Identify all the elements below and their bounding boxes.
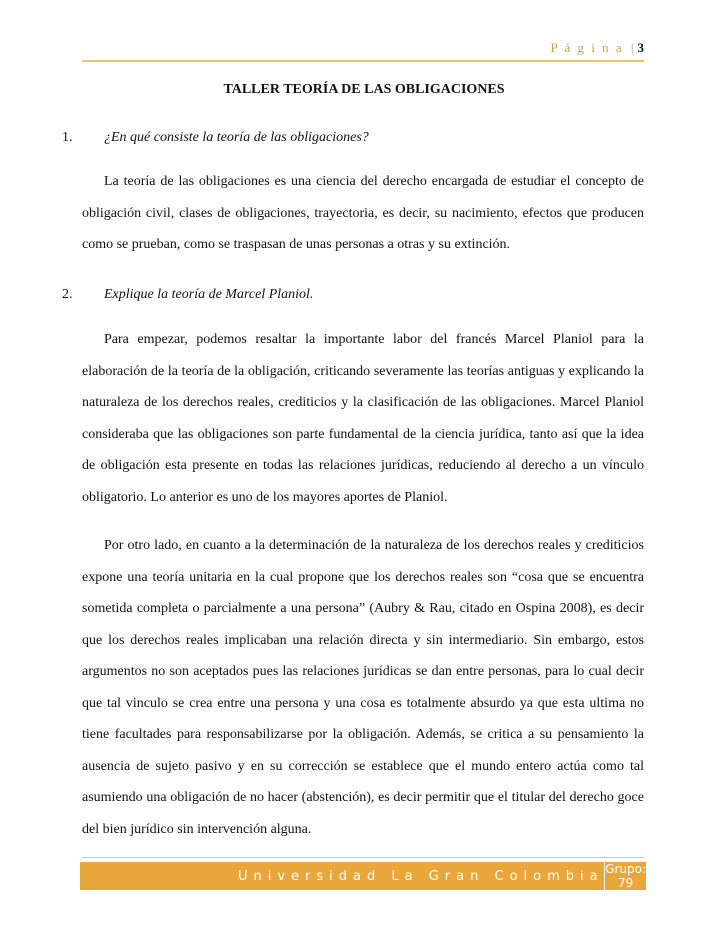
page-header xyxy=(550,40,644,56)
page-number: 3 xyxy=(637,40,644,55)
footer-group: Grupo: 79 xyxy=(605,862,646,890)
header-rule xyxy=(82,60,644,62)
footer-bar xyxy=(80,862,646,890)
answer-paragraph: Por otro lado, en cuanto a la determinación de la naturaleza de los derechos reales y crediticios expone una teoría unitaria en la cual propone que los derechos reales son “cosa que se encuentra sometida completa o parcialmente a una persona” (Aubry & Rau, citado en Ospina 2008), es decir que los derechos reales implicaban una relación directa y sin intermediario. Sin embargo, estos argumentos no son aceptados pues las relaciones jurídicas se dan entre personas, para lo cual decir que tal vinculo se crea entre una persona y una cosa es totalmente absurdo ya que esta ultima no tiene facultades para responsabilizarse por la obligación. Además, se critica a su pensamiento la ausencia de sujeto pasivo y en su corrección se establece que el mundo entero actúa como tal asumiendo una obligación de no hacer (abstención), es decir permitir que el titular del derecho goce del bien jurídico sin intervención alguna. xyxy=(82,538,644,837)
question-number: 1. xyxy=(62,130,73,145)
question-number: 2. xyxy=(62,287,73,302)
answer-paragraph: La teoría de las obligaciones es una ciencia del derecho encargada de estudiar el concepto de obligación civil, clases de obligaciones, trayectoria, es decir, su nacimiento, efectos que producen como se prueban, como se traspasan de unas personas a otras y su extinción. xyxy=(82,174,644,252)
answer-paragraph: Para empezar, podemos resaltar la importante labor del francés Marcel Planiol para la elaboración de la teoría de la obligación, criticando severamente las teorías antiguas y explicando la naturaleza de los derechos reales, crediticios y la clasificación de las obligaciones. Marcel Planiol consideraba que las obligaciones son parte fundamental de la ciencia jurídica, tanto así que la idea de obligación esta presente en todas las relaciones jurídicas, reduciendo al derecho a un vínculo obligatorio. Lo anterior es uno de los mayores aportes de Planiol. xyxy=(82,332,644,505)
footer-university: Universidad La Gran Colombia xyxy=(238,868,604,884)
page-separator: | xyxy=(630,40,636,55)
page-label: P á g i n a xyxy=(550,40,624,55)
question-text: Explique la teoría de Marcel Planiol. xyxy=(104,287,314,302)
footer-rule xyxy=(82,857,644,858)
question-text: ¿En qué consiste la teoría de las obligaciones? xyxy=(104,130,369,145)
document-title: TALLER TEORÍA DE LAS OBLIGACIONES xyxy=(223,82,505,97)
